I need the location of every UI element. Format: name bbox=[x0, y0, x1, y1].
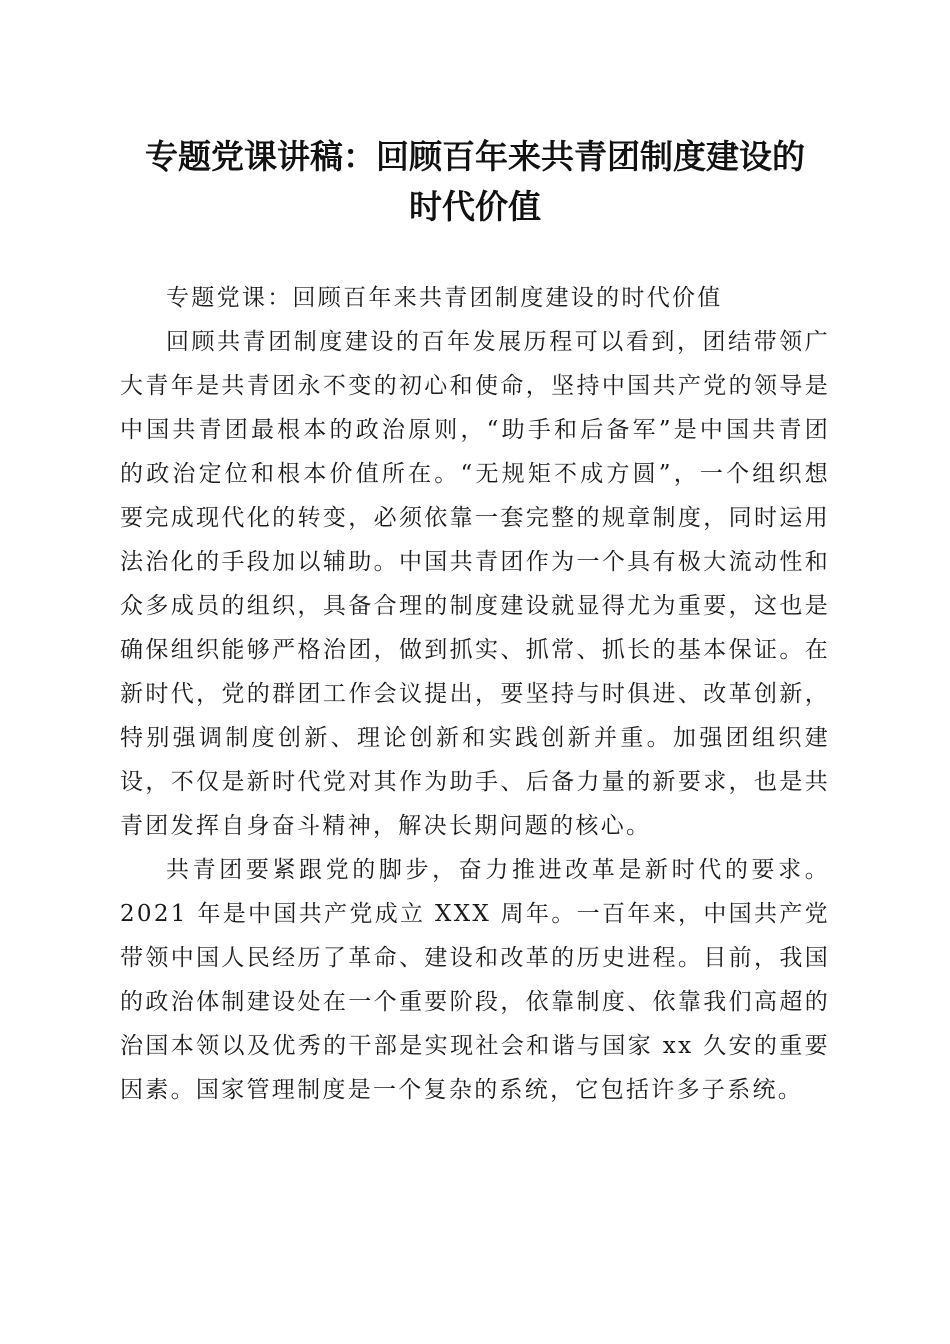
document-title bbox=[100, 132, 850, 232]
title-line-1: 专题党课讲稿：回顾百年来共青团制度建设的 bbox=[145, 137, 805, 176]
title-line-2: 时代价值 bbox=[409, 187, 541, 226]
body-paragraph-2: 共青团要紧跟党的脚步，奋力推进改革是新时代的要求。2021 年是中国共产党成立 XXX 周年。一百年来，中国共产党带领中国人民经历了革命、建设和改革的历史进程。目前，我国的政治体制建设处在一个重要阶段，依靠制度、依靠我们高超的治国本领以及优秀的干部是实现社会和谐与国家 xx 久安的重要因素。国家管理制度是一个复杂的系统，它包括许多子系统。 bbox=[120, 857, 830, 1103]
document-body bbox=[120, 276, 830, 1112]
body-paragraph-1: 回顾共青团制度建设的百年发展历程可以看到，团结带领广大青年是共青团永不变的初心和使命，坚持中国共产党的领导是中国共青团最根本的政治原则，“助手和后备军”是中国共青团的政治定位和根本价值所在。“无规矩不成方圆”，一个组织想要完成现代化的转变，必须依靠一套完整的规章制度，同时运用法治化的手段加以辅助。中国共青团作为一个具有极大流动性和众多成员的组织，具备合理的制度建设就显得尤为重要，这也是确保组织能够严格治团，做到抓实、抓常、抓长的基本保证。在新时代，党的群团工作会议提出，要坚持与时俱进、改革创新，特别强调制度创新、理论创新和实践创新并重。加强团组织建设，不仅是新时代党对其作为助手、后备力量的新要求，也是共青团发挥自身奋斗精神，解决长期问题的核心。 bbox=[120, 329, 830, 839]
subtitle-paragraph: 专题党课：回顾百年来共青团制度建设的时代价值 bbox=[166, 285, 723, 311]
